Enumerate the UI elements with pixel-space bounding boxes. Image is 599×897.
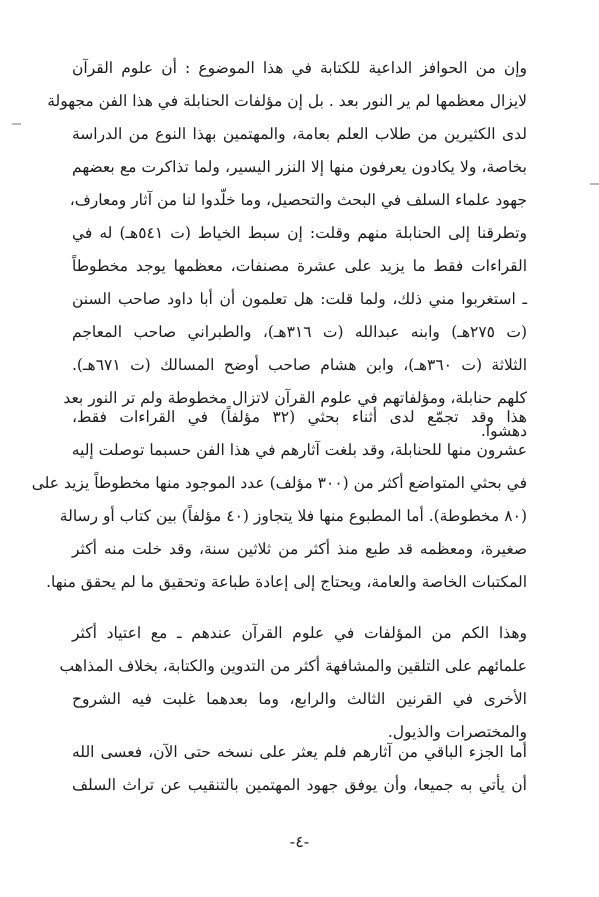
text-line: عشرون منها للحنابلة، وقد بلغت آثارهم في هذا الفن حسبما توصلت إليه xyxy=(71,441,527,459)
paragraph-2 xyxy=(31,401,527,599)
text-line: صغيرة، ومعظمه قد طبع منذ أكثر من ثلاثين سنة، وقد خلت منه أكثر xyxy=(72,540,527,558)
margin-mark-left xyxy=(12,123,21,125)
text-line: جهود علماء السلف في البحث والتحصيل، وما خلّدوا لنا من آثار ومعارف، xyxy=(69,191,527,209)
text-line: ـ استغربوا مني ذلك، ولما قلت: هل تعلمون أن أبا داود صاحب السنن xyxy=(72,290,527,308)
text-line: الثلاثة (ت ٣٦٠هـ)، وابن هشام صاحب أوضح المسالك (ت ٦٧١هـ). xyxy=(72,356,527,374)
text-line: وتطرقنا إلى الحنابلة منهم وقلت: إن سبط الخياط (ت ٥٤١هـ) له في xyxy=(72,224,527,242)
text-line: دهشوا. xyxy=(480,422,527,440)
text-line: وهذا الكم من المؤلفات في علوم القرآن عندهم ـ مع اعتياد أكثر xyxy=(72,624,527,642)
text-line: بخاصة، ولا يكادون يعرفون منها إلا النزر اليسير، ولما تذاكرت مع بعضهم xyxy=(72,158,527,176)
text-line: لدى الكثيرين من طلاب العلم بعامة، والمهتمين بهذا النوع من الدراسة xyxy=(72,125,527,143)
text-line: أن يأتي به جميعا، وأن يوفق جهود المهتمين بالتنقيب عن تراث السلف xyxy=(72,776,527,794)
paragraph-1 xyxy=(47,52,527,448)
text-line: لايزال معظمها لم ير النور بعد . بل إن مؤلفات الحنابلة في هذا الفن مجهولة xyxy=(47,92,527,110)
text-line: علمائهم على التلقين والمشافهة أكثر من التدوين والكتابة، بخلاف المذاهب xyxy=(59,657,527,675)
text-line: القراءات فقط ما يزيد على عشرة مصنفات، معظمها يوجد مخطوطاً xyxy=(72,257,527,275)
text-line: في بحثي المتواضع أكثر من (٣٠٠ مؤلف) عدد الموجود منها مخطوطاً يزيد على xyxy=(31,474,527,492)
text-line: (٨٠ مخطوطة). أما المطبوع منها فلا يتجاوز (٤٠ مؤلفاً) بين كتاب أو رسالة xyxy=(59,507,527,525)
text-line: هذا وقد تجمّع لدى أثناء بحثي (٣٢ مؤلفاً) في القراءات فقط، xyxy=(72,408,527,426)
text-line: المكتبات الخاصة والعامة، ويحتاج إلى إعادة طباعة وتحقيق ما لم يحقق منها. xyxy=(46,573,527,591)
text-line: الأخرى في القرنين الثالث والرابع، وما بعدهما غلبت فيه الشروح xyxy=(72,690,527,708)
paragraph-3 xyxy=(59,617,527,749)
text-line: والمختصرات والذيول. xyxy=(387,723,527,741)
page-number: -٤- xyxy=(289,832,310,851)
text-line: أما الجزء الباقي من آثارهم فلم يعثر على نسخه حتى الآن، فعسى الله xyxy=(72,743,527,761)
paragraph-4 xyxy=(72,736,527,802)
text-line: وإن من الحوافز الداعية للكتابة في هذا الموضوع : أن علوم القرآن xyxy=(72,59,527,77)
text-line: كلهم حنابلة، ومؤلفاتهم في علوم القرآن لاتزال مخطوطة ولم تر النور بعد xyxy=(63,389,527,407)
margin-mark-right xyxy=(590,183,599,185)
text-line: (ت ٢٧٥هـ) وابنه عبدالله (ت ٣١٦هـ)، والطبراني صاحب المعاجم xyxy=(72,323,527,341)
